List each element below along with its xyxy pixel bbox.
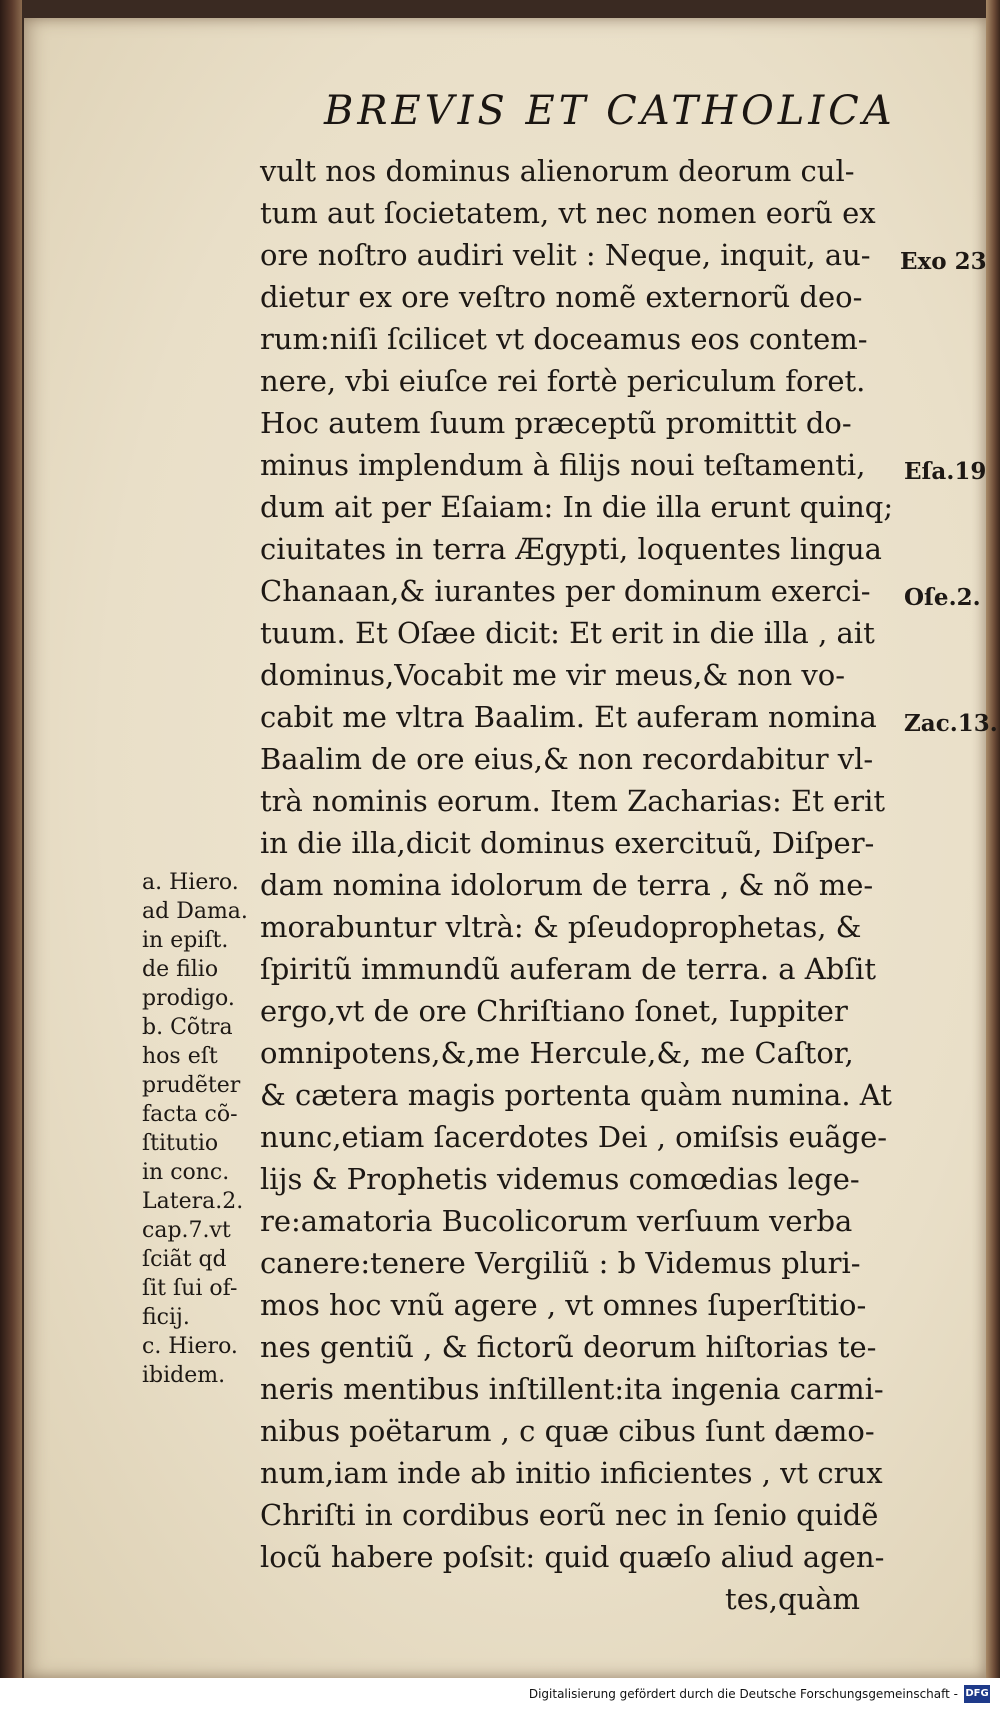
margin-note-line: c. Hiero. bbox=[142, 1334, 238, 1359]
text-line: mos hoc vnũ agere , vt omnes ſuperſtitio- bbox=[260, 1288, 867, 1322]
text-line: nibus poëtarum , c quæ cibus ſunt dæmo- bbox=[260, 1414, 875, 1448]
text-line: dietur ex ore veſtro nomẽ externorũ deo- bbox=[260, 280, 863, 314]
text-line: tuum. Et Oſæe dicit: Et erit in die illa , ait bbox=[260, 616, 875, 650]
digitization-footer bbox=[0, 1678, 1000, 1712]
text-line: dam nomina idolorum de terra , & nõ me- bbox=[260, 868, 874, 902]
dfg-logo-icon: DFG bbox=[964, 1685, 990, 1703]
text-line: vult nos dominus alienorum deorum cul- bbox=[260, 154, 855, 188]
text-line: in die illa,dicit dominus exercituũ, Diſper- bbox=[260, 826, 875, 860]
margin-note-line: b. Cõtra bbox=[142, 1015, 233, 1040]
text-line: nunc,etiam ſacerdotes Dei , omiſsis euãge- bbox=[260, 1120, 888, 1154]
text-line: trà nominis eorum. Item Zacharias: Et erit bbox=[260, 784, 886, 818]
page-edge bbox=[986, 0, 1000, 1712]
text-line: Baalim de ore eius,& non recordabitur vl- bbox=[260, 742, 874, 776]
book-spine bbox=[0, 0, 22, 1712]
margin-note-line: ſit ſui of- bbox=[142, 1276, 238, 1301]
text-line: & cætera magis portenta quàm numina. At bbox=[260, 1078, 892, 1112]
margin-note-line: facta cõ- bbox=[142, 1102, 238, 1127]
margin-note-line: ad Dama. bbox=[142, 899, 248, 924]
text-line: canere:tenere Vergiliũ : b Videmus pluri- bbox=[260, 1246, 861, 1280]
text-line: dum ait per Eſaiam: In die illa erunt quinq; bbox=[260, 490, 894, 524]
margin-note-line: de filio bbox=[142, 957, 219, 982]
text-line: neris mentibus inſtillent:ita ingenia carmi- bbox=[260, 1372, 884, 1406]
margin-note-ose: Oſe.2. bbox=[904, 584, 981, 611]
text-line: Hoc autem ſuum præceptũ promittit do- bbox=[260, 406, 852, 440]
text-line: locũ habere poſsit: quid quæſo aliud agen- bbox=[260, 1540, 885, 1574]
margin-note-line: hos eſt bbox=[142, 1044, 218, 1069]
text-line: rum:niſi ſcilicet vt doceamus eos contem- bbox=[260, 322, 868, 356]
text-line: nere, vbi eiuſce rei fortè periculum foret. bbox=[260, 364, 866, 398]
text-line: omnipotens,&,me Hercule,&, me Caſtor, bbox=[260, 1036, 854, 1070]
margin-note-line: prudẽter bbox=[142, 1073, 241, 1098]
footer-credit: Digitalisierung gefördert durch die Deutsche Forschungsgemeinschaft - bbox=[528, 1687, 958, 1701]
left-margin-notes bbox=[142, 868, 267, 1390]
text-line: Chriſti in cordibus eorũ nec in ſenio quidẽ bbox=[260, 1498, 879, 1532]
margin-note-line: ſtitutio bbox=[142, 1131, 219, 1156]
margin-note-line: in conc. bbox=[142, 1160, 230, 1185]
margin-note-line: in epiſt. bbox=[142, 928, 229, 953]
text-line: tum aut ſocietatem, vt nec nomen eorũ ex bbox=[260, 196, 876, 230]
margin-note-line: ſciãt qd bbox=[142, 1247, 227, 1272]
margin-note-line: a. Hiero. bbox=[142, 870, 239, 895]
margin-note-line: cap.7.vt bbox=[142, 1218, 231, 1243]
text-line: minus implendum à filijs noui teſtamenti, bbox=[260, 448, 866, 482]
text-line: num,iam inde ab initio inficientes , vt crux bbox=[260, 1456, 883, 1490]
text-line: morabuntur vltrà: & pſeudoprophetas, & bbox=[260, 910, 862, 944]
margin-note-zac: Zac.13. bbox=[904, 710, 998, 737]
margin-note-esa: Eſa.19 bbox=[904, 458, 987, 485]
margin-note-line: prodigo. bbox=[142, 986, 235, 1011]
text-line: Chanaan,& iurantes per dominum exerci- bbox=[260, 574, 871, 608]
text-line: re:amatoria Bucolicorum verſuum verba bbox=[260, 1204, 853, 1238]
text-line: ſpiritũ immundũ auferam de terra. a Abſit bbox=[260, 952, 876, 986]
book-page bbox=[24, 18, 998, 1678]
text-line: lijs & Prophetis videmus comœdias lege- bbox=[260, 1162, 860, 1196]
margin-note-line: ibidem. bbox=[142, 1363, 226, 1388]
margin-note-exo: Exo 23 bbox=[900, 248, 987, 275]
running-header: BREVIS ET CATHOLICA bbox=[324, 88, 896, 134]
text-line: nes gentiũ , & fictorũ deorum hiſtorias te- bbox=[260, 1330, 877, 1364]
margin-note-line: ficij. bbox=[142, 1305, 190, 1330]
text-line: ergo,vt de ore Chriſtiano ſonet, Iuppiter bbox=[260, 994, 848, 1028]
text-line: cabit me vltra Baalim. Et auferam nomina bbox=[260, 700, 877, 734]
margin-note-line: Latera.2. bbox=[142, 1189, 244, 1214]
text-line: ore noſtro audiri velit : Neque, inquit, au- bbox=[260, 238, 871, 272]
catchword: tes,quàm bbox=[725, 1582, 860, 1616]
text-line: ciuitates in terra Ægypti, loquentes lingua bbox=[260, 532, 882, 566]
text-line: dominus,Vocabit me vir meus,& non vo- bbox=[260, 658, 845, 692]
main-text bbox=[260, 150, 894, 1620]
